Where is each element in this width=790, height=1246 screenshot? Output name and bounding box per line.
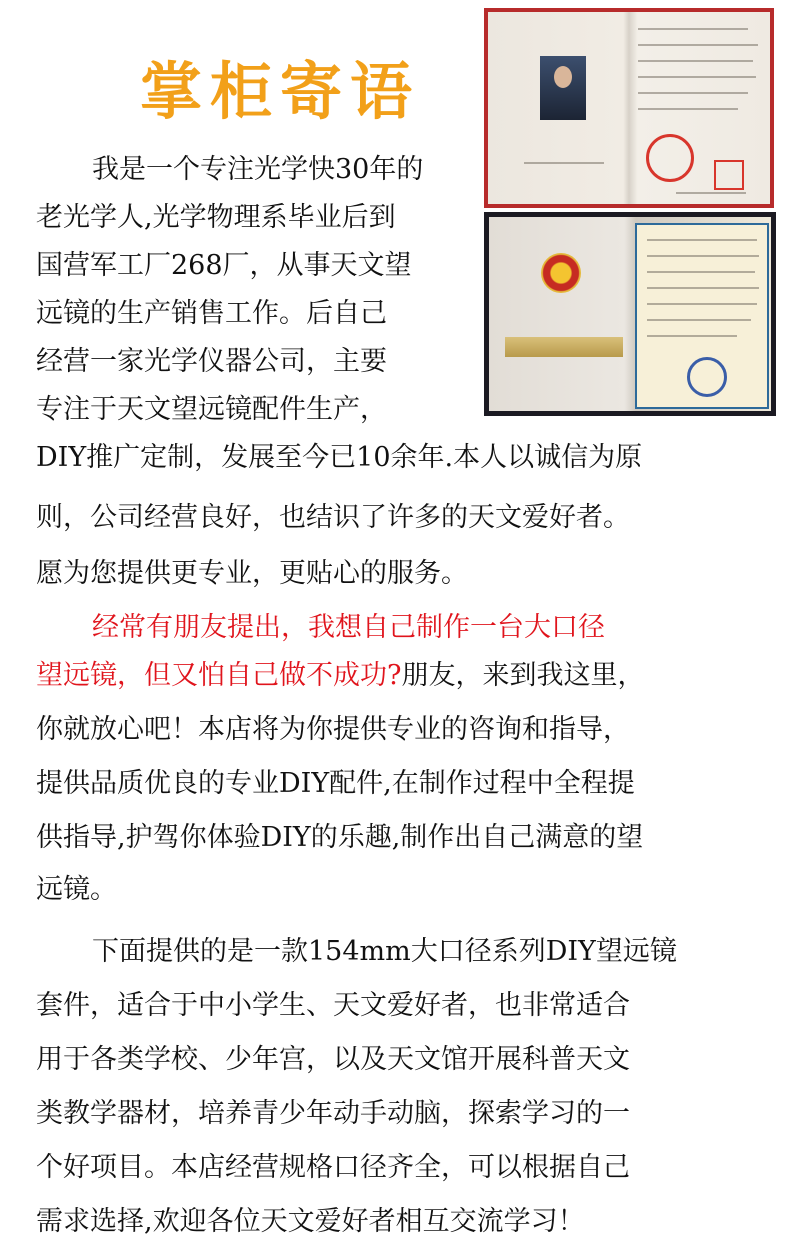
product-line: 套件，适合于中小学生、天文爱好者，也非常适合 [36, 990, 630, 1021]
intro-line: 则，公司经营良好，也结识了许多的天文爱好者。 [36, 502, 630, 533]
portrait-photo [540, 56, 586, 120]
product-line: 下面提供的是一款154mm大口径系列DIY望远镜 [92, 936, 677, 967]
product-line: 用于各类学校、少年宫，以及天文馆开展科普天文 [36, 1044, 630, 1075]
diy-line: 提供品质优良的专业DIY配件,在制作过程中全程提 [36, 768, 635, 799]
intro-paragraph [36, 146, 776, 598]
intro-line: 远镜的生产销售工作。后自己 [36, 298, 387, 329]
product-line: 类教学器材，培养青少年动手动脑，探索学习的一 [36, 1098, 630, 1129]
intro-line: 我是一个专注光学快30年的 [92, 154, 424, 185]
intro-line: 愿为您提供更专业，更贴心的服务。 [36, 558, 468, 589]
diy-line: 供指导,护驾你体验DIY的乐趣,制作出自己满意的望 [36, 822, 644, 853]
diy-line: 远镜。 [36, 874, 117, 905]
diy-paragraph [36, 604, 776, 914]
page-title: 掌柜寄语 [140, 55, 421, 128]
highlight-line: 望远镜，但又怕自己做不成功? [36, 660, 402, 691]
highlight-line: 经常有朋友提出，我想自己制作一台大口径 [92, 612, 605, 643]
intro-line: 专注于天文望远镜配件生产， [36, 394, 387, 425]
intro-line: DIY推广定制，发展至今已10余年.本人以诚信为原 [36, 442, 643, 473]
intro-line: 老光学人,光学物理系毕业后到 [36, 202, 396, 233]
intro-line: 经营一家光学仪器公司，主要 [36, 346, 387, 377]
product-paragraph [36, 928, 776, 1246]
product-line: 需求选择,欢迎各位天文爱好者相互交流学习！ [36, 1206, 585, 1237]
product-line: 个好项目。本店经营规格口径齐全，可以根据自己 [36, 1152, 630, 1183]
diy-line: 你就放心吧！本店将为你提供专业的咨询和指导， [36, 714, 630, 745]
intro-line: 国营军工厂268厂，从事天文望 [36, 250, 412, 281]
diy-line: 朋友，来到我这里， [401, 660, 645, 691]
